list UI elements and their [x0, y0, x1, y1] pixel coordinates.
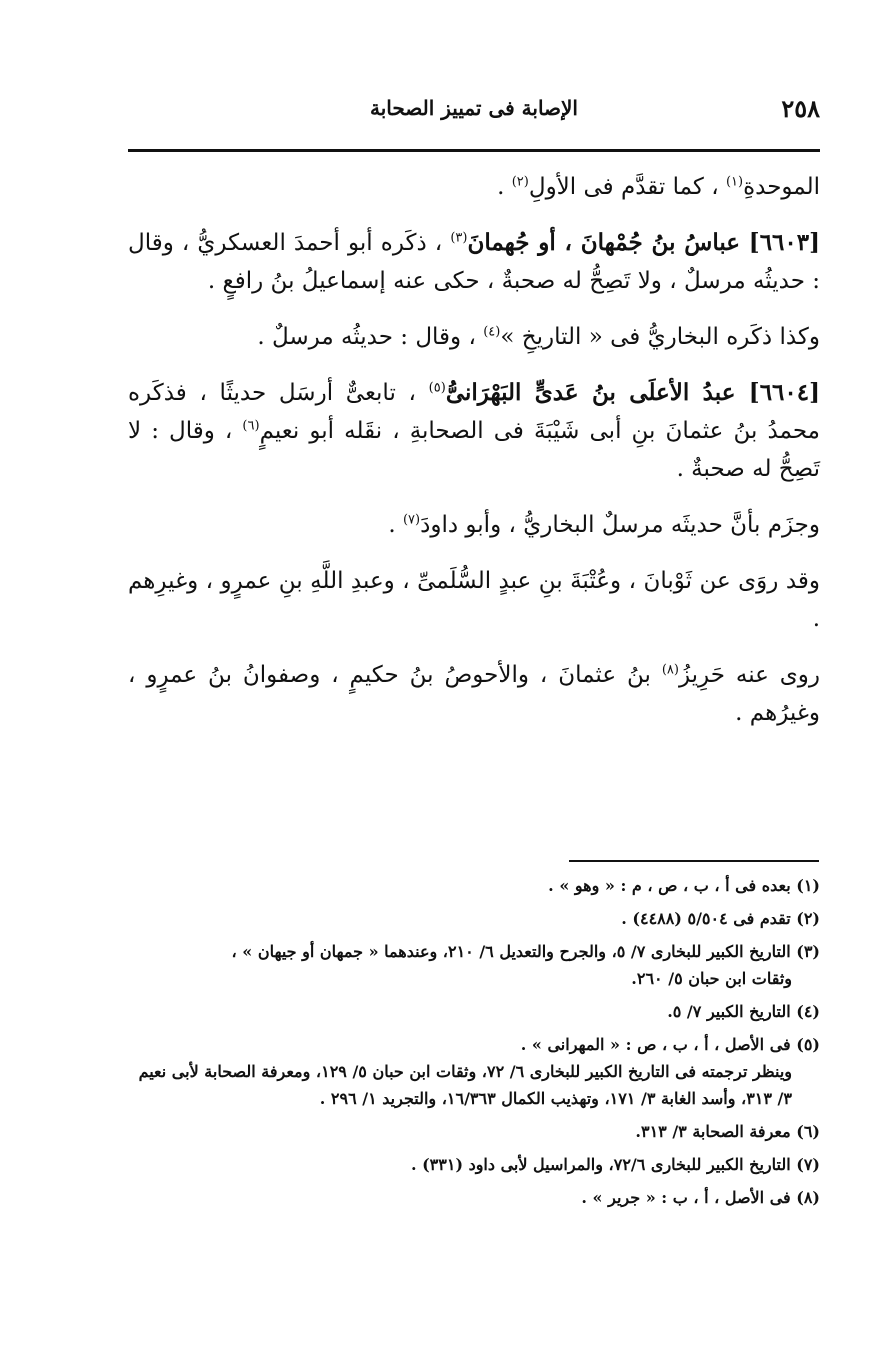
text-run: وجزَم بأنَّ حديثَه مرسلٌ البخاريُّ ، وأبو داودَ [420, 512, 820, 538]
footnote-ref: (٥) [428, 380, 446, 396]
text-run: ، كما تقدَّم فى الأولِ [528, 174, 719, 200]
footnote-text: (٥) فى الأصل ، أ ، ب ، ص : « المهرانى » . [520, 1035, 820, 1054]
footnote-text: (٨) فى الأصل ، أ ، ب : « جرير » . [581, 1188, 820, 1207]
running-title: الإصابة فى تمييز الصحابة [370, 96, 578, 120]
text-run: وقد روَى عن ثَوْبانَ ، وعُتْبَةَ بنِ عبدٍ السُّلَمىِّ ، وعبدِ اللَّهِ بنِ عمرٍو ، وغيرِهم . [128, 568, 820, 632]
text-run: وكذا ذكَره البخاريُّ فى « التاريخِ » [500, 324, 820, 350]
footnote-text: (٦) معرفة الصحابة ٣/ ٣١٣. [635, 1122, 820, 1141]
footnote-ref: (٢) [511, 174, 529, 190]
text-run: ، تابعىٌّ أرسَل حديثًا ، فذكَره محمدُ بنُ عثمانَ بنِ أبى شَيْبَةَ فى الصحابةِ ، نقَله أبو نعيمٍ [128, 380, 820, 444]
footnote [128, 905, 820, 932]
text-run: ، ذكَره أبو أحمدَ العسكريُّ ، وقال : حديثُه مرسلٌ ، ولا تَصِحُّ له صحبةٌ ، حكى عنه إسماعيلُ بنُ رافعٍ . [128, 230, 820, 294]
entry-6603 [128, 224, 820, 300]
entry-name: ] عباسُ بنُ جُمْهانَ ، أو جُهمانَ [467, 229, 760, 256]
footnote-text: (٣) التاريخ الكبير للبخارى ٧/ ٥، والجرح والتعديل ٦/ ٢١٠، وعندهما « جمهان أو جيهان » ، [231, 942, 820, 961]
footnote [128, 872, 820, 899]
footnote [128, 1031, 820, 1112]
footnote [128, 1151, 820, 1178]
paragraph [128, 318, 820, 356]
footnote-separator [569, 860, 819, 862]
footnote [128, 1118, 820, 1145]
text-run: . [388, 512, 396, 538]
entry-name: ] عبدُ الأعلَى بنُ عَدىٍّ البَهْرَانىُّ [445, 379, 760, 406]
text-run: الموحدةِ [743, 174, 820, 200]
footnotes [128, 872, 820, 1217]
footnote-continuation: وثقات ابن حبان ٥/ ٢٦٠. [631, 969, 792, 988]
footnote-ref: (٤) [483, 324, 501, 340]
paragraph [128, 506, 820, 544]
entry-number: [٦٦٠٣ [759, 229, 820, 256]
text-run: ، وقال : حديثُه مرسلٌ . [257, 324, 476, 350]
paragraph-continuation [128, 168, 820, 206]
footnote-ref: (٣) [450, 230, 468, 246]
footnote [128, 998, 820, 1025]
main-text [128, 168, 820, 750]
text-run: ، وقال : لا تَصِحُّ له صحبةٌ . [128, 418, 820, 482]
header-rule [128, 149, 820, 152]
footnote-continuation: وينظر ترجمته فى التاريخ الكبير للبخارى ٦/ ٧٢، وثقات ابن حبان ٥/ ١٢٩، ومعرفة الصحابة لأبى نعيم ٣/ ٣١٣، وأسد الغابة ٣/ ١٧١، وتهذيب الكمال ١٦/٣٦٣، والتجريد ١/ ٢٩٦ . [138, 1062, 792, 1108]
page-header [128, 94, 820, 124]
footnote-text: (٧) التاريخ الكبير للبخارى ٧٢/٦، والمراسيل لأبى داود (٣٣١) . [410, 1155, 820, 1174]
footnote-ref: (١) [725, 174, 744, 190]
footnote-ref: (٧) [402, 512, 421, 528]
text-run: روى عنه حَرِيزُ [678, 662, 820, 688]
footnote [128, 1184, 820, 1211]
entry-number: [٦٦٠٤ [759, 379, 820, 406]
paragraph [128, 562, 820, 638]
footnote-ref: (٦) [242, 418, 260, 434]
footnote-text: (٢) تقدم فى ٥/٥٠٤ (٤٤٨٨) . [621, 909, 820, 928]
text-run: . [497, 174, 505, 200]
paragraph [128, 656, 820, 732]
footnote [128, 938, 820, 992]
page-number: ٢٥٨ [781, 94, 820, 123]
footnote-ref: (٨) [661, 662, 679, 678]
footnote-text: (٤) التاريخ الكبير ٧/ ٥. [667, 1002, 820, 1021]
text-run: بنُ عثمانَ ، والأحوصُ بنُ حكيمٍ ، وصفوانُ بنُ عمرٍو ، وغيرُهم . [128, 662, 820, 726]
entry-6604 [128, 374, 820, 488]
footnote-text: (١) بعده فى أ ، ب ، ص ، م : « وهو » . [548, 876, 820, 895]
